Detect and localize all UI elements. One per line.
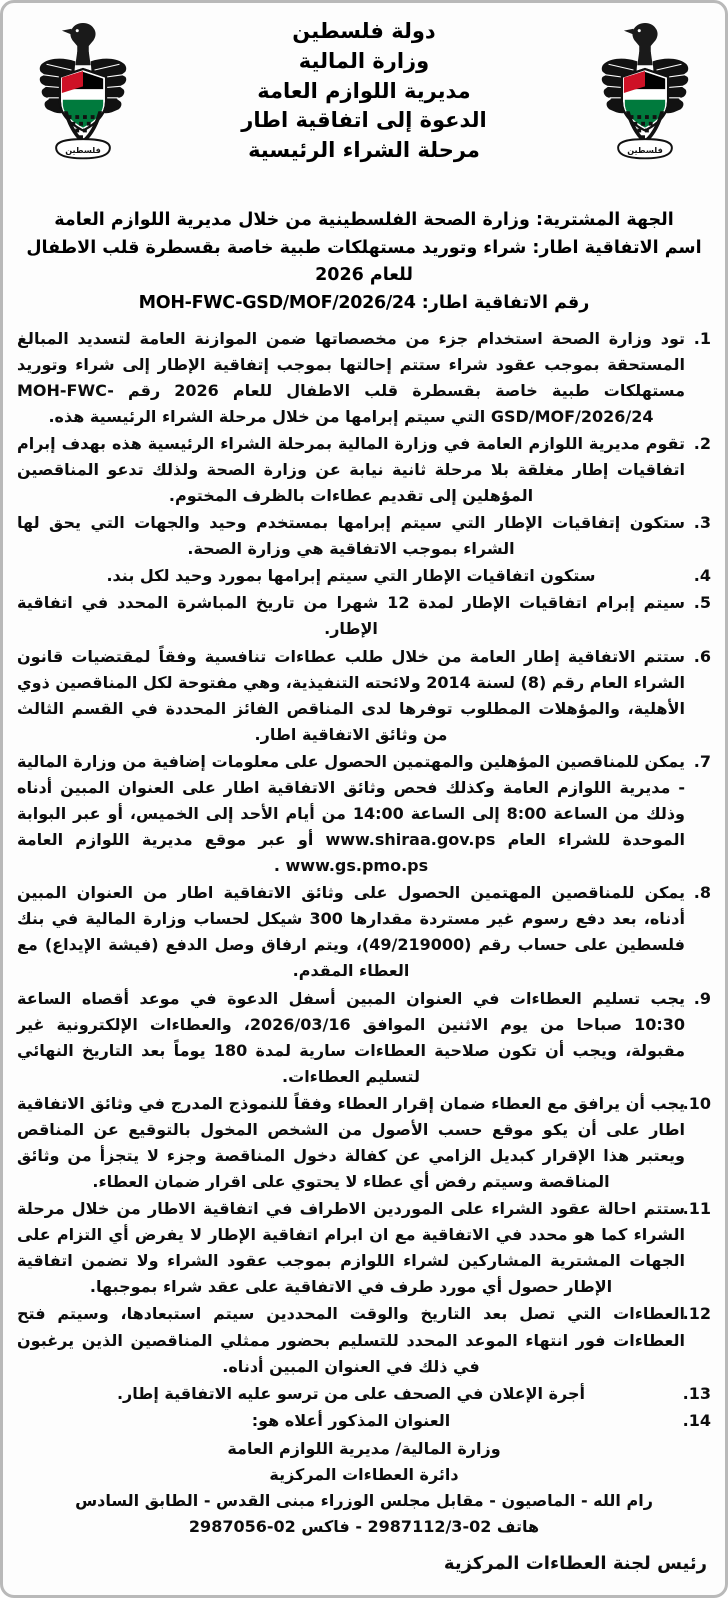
clause-item: يمكن للمناقصين المهتمين الحصول على وثائق الاتفاقية اطار من العنوان المبين أدناه، بعد دفع رسوم غير مستردة مقدارها 300 شيكل لحساب وزارة المالية في بنك فلسطين على حساب رقم (49/219000)، ويتم ارفاق وصل الدفع (فيشة الإيداع) مع العطاء المقدم.: [17, 883, 685, 981]
address-line-department: دائرة العطاءات المركزية: [269, 1464, 459, 1484]
clause-item: أجرة الإعلان في الصحف على من ترسو عليه الاتفاقية إطار.: [116, 1383, 586, 1403]
clause-item: يمكن للمناقصين المؤهلين والمهتمين الحصول على معلومات إضافية من وزارة المالية - مديرية اللوازم العامة وكذلك فحص وثائق الاتفاقية اطار على العنوان المبين أدناه وذلك من الساعة 8:00 إلى الساعة 14:00 من أيام الأحد إلى الخميس، أو عبر البوابة الموحدة للشراء العام www.shiraa.gov.ps أو عبر موقع مديرية اللوازم العامة www.gs.pmo.ps .: [17, 751, 686, 876]
svg-text:فلسطين: فلسطين: [627, 145, 663, 156]
clause-item: ستكون إتفاقيات الإطار التي سيتم إبرامها بمستخدم وحيد والجهات التي يحق لها الشراء بموجب الاتفاقية هي وزارة الصحة.: [17, 513, 685, 559]
title-line-directorate: مديرية اللوازم العامة: [257, 78, 471, 103]
clause-item: يجب أن يرافق مع العطاء ضمان إقرار العطاء وفقاً للنموذج المدرج في وثائق الاتفاقية اطار على أن يكو موقع حسب الأصول من الشخص المخول بالتوقيع عن المناقص ويعتبر هذا الإقرار كبديل الزامي عن كفالة دخول المناقصة وجزء لا يتجزأ من وثائق المناقصة وسيتم رفض أي عطاء لا يحتوي على اقرار ضمان العطاء.: [17, 1093, 685, 1192]
clause-item: تقوم مديرية اللوازم العامة في وزارة المالية بمرحلة الشراء الرئيسية هذه بهدف إبرام اتفاقيات إطار مغلقة بلا مرحلة ثانية نيابة عن وزارة الصحة ولذلك تدعو المناقصين المؤهلين إلى تقديم عطاءات بالظرف المختوم.: [17, 433, 685, 506]
agreement-number-label: رقم الاتفاقية اطار:: [421, 292, 590, 313]
footer-address-block: [17, 1436, 711, 1540]
clause-item: تود وزارة الصحة استخدام جزء من مخصصاتها ضمن الموازنة العامة لتسديد المبالغ المستحقة بموجب عقود شراء ستتم إحالتها بموجب إتفاقية الإطار إلى شراء وتوريد مستهلكات طبية خاصة بقسطرة قلب الاطفال للعام 2026 رقم MOH-FWC-GSD/MOF/2026/24 التي سيتم إبرامها من خلال مرحلة الشراء الرئيسية هذه.: [17, 328, 685, 426]
clause-item: ستكون اتفاقيات الإطار التي سيتم إبرامها بمورد وحيد لكل بند.: [106, 566, 596, 586]
clause-item: العطاءات التي تصل بعد التاريخ والوقت المحددين سيتم استبعادها، وسيتم فتح العطاءات فور انتهاء الموعد المحدد للتسليم بحضور ممثلي المناقصين الذين يرغبون في ذلك في العنوان المبين أدناه.: [17, 1304, 685, 1376]
title-line-ministry: وزارة المالية: [298, 48, 430, 73]
clause-item: العنوان المذكور أعلاه هو:: [251, 1410, 451, 1430]
clause-item: سيتم إبرام اتفاقيات الإطار لمدة 12 شهرا من تاريخ المباشرة المحدد في اتفاقية الإطار.: [17, 593, 685, 639]
address-line-contact: هاتف 02-2987112/3 - فاكس 02-2987056: [188, 1516, 540, 1536]
clause-item: ستتم الاتفاقية إطار العامة من خلال طلب عطاءات تنافسية وفقاً لمقتضيات قانون الشراء العام رقم (8) لسنة 2014 ولائحته التنفيذية، وهي مفتوحة لكل المناقصين ذوي الأهلية، والمؤهلات المطلوب توفرها لدى المناقص الفائز المحددة في القسم الثالث من وثائق الاتفاقية اطار.: [17, 646, 686, 744]
clause-item: ستتم احالة عقود الشراء على الموردين الاطراف في اتفاقية الاطار من خلال مرحلة الشراء كما هو محدد في الاتفاقية مع ان ابرام اتفاقية الإطار لا يفرض أي التزام على الجهات المشترية المشاركين لشراء اللوازم بموجب عقود الشراء ولا تضمن اتفاقية الإطار حصول أي مورد طرف في الاتفاقية على عقد شراء بموجبها.: [17, 1199, 685, 1297]
agreement-number-line: [17, 290, 711, 318]
signature-line: رئيس لجنة العطاءات المركزية: [443, 1553, 707, 1575]
title-line-state: دولة فلسطين: [292, 19, 436, 43]
address-line-ministry: وزارة المالية/ مديرية اللوازم العامة: [227, 1438, 501, 1458]
agreement-name-line: اسم الاتفاقية اطار: شراء وتوريد مستهلكات طبية خاصة بقسطرة قلب الاطفال للعام 2026: [26, 237, 702, 286]
title-line-stage: مرحلة الشراء الرئيسية: [248, 138, 480, 163]
agreement-number-value: MOH-FWC-GSD/MOF/2026/24: [138, 292, 416, 313]
clause-list: [17, 326, 711, 1434]
coat-of-arms-icon-right: [597, 19, 693, 169]
title-line-invitation: الدعوة إلى اتفاقية اطار: [241, 108, 487, 133]
coat-of-arms-icon-left: [35, 19, 131, 169]
buyer-line: الجهة المشترية: وزارة الصحة الفلسطينية من خلال مديرية اللوازم العامة: [54, 210, 674, 230]
subtitle-block: [17, 207, 711, 318]
document-header: [17, 13, 711, 201]
clause-item: يجب تسليم العطاءات في العنوان المبين أسفل الدعوة في موعد أقصاه الساعة 10:30 صباحا من يوم الاثنين الموافق 2026/03/16، والعطاءات الإلكترونية غير مقبولة، ويجب أن تكون صلاحية العطاءات سارية لمدة 180 يوماً بعد التاريخ النهائي لتسليم العطاءات.: [17, 988, 686, 1086]
svg-text:فلسطين: فلسطين: [65, 145, 101, 156]
address-line-location: رام الله - الماصيون - مقابل مجلس الوزراء مبنى القدس - الطابق السادس: [75, 1490, 653, 1510]
